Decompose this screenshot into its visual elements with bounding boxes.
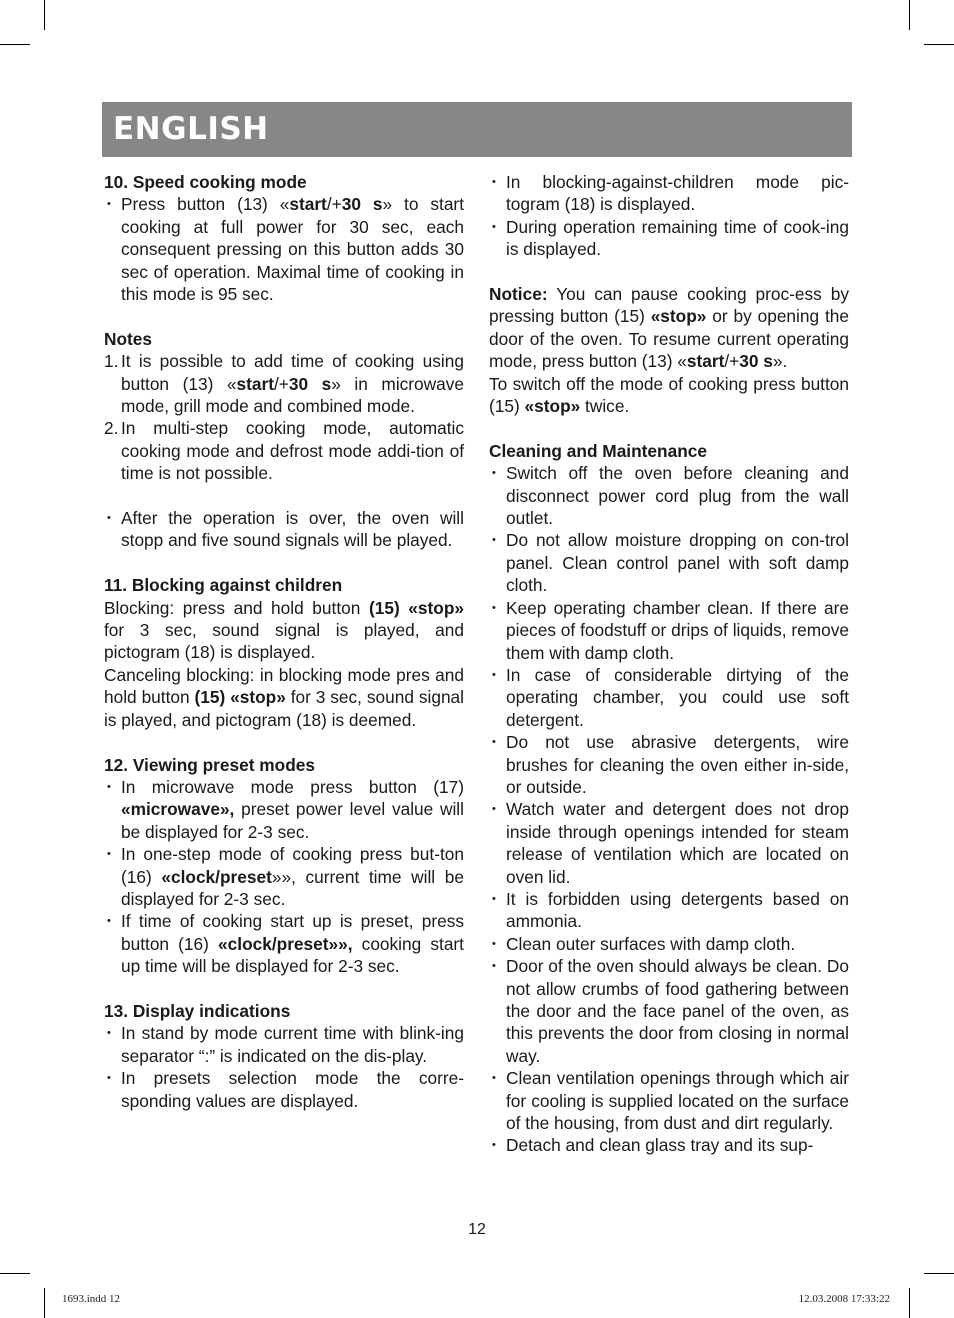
page-number: 12 [468, 1221, 486, 1238]
list-item: • Do not allow moisture dropping on con-trol panel. Clean control panel with soft damp cloth. [489, 529, 849, 596]
notice-label: Notice: [489, 284, 548, 305]
crop-mark [44, 0, 45, 30]
list-item: • In case of considerable dirtying of the operating chamber, you could use soft detergent. [489, 664, 849, 731]
list-item: • If time of cooking start up is preset, press button (16) «clock/preset»», cooking start up time will be displayed for 2-3 sec. [104, 910, 464, 977]
list-item: • After the operation is over, the oven will stopp and five sound signals will be played. [104, 507, 464, 552]
list-item: • Keep operating chamber clean. If there are pieces of foodstuff or drips of liquids, remove them with damp cloth. [489, 597, 849, 664]
slug-filename: 1693.indd 12 [62, 1293, 121, 1305]
list-item: • Press button (13) «start/+30 s» to start cooking at full power for 30 sec, each consequent pressing on this button adds 30 sec of operation. Maximal time of cooking in this mode is 95 sec. [104, 193, 464, 305]
section-heading: 10. Speed cooking mode [104, 172, 307, 192]
list-item: • In stand by mode current time with blink-ing separator “:” is indicated on the dis-play. [104, 1022, 464, 1067]
list-item: • During operation remaining time of cook-ing is displayed. [489, 216, 849, 261]
section-heading: 12. Viewing preset modes [104, 754, 315, 775]
list-item: • It is forbidden using detergents based on ammonia. [489, 888, 849, 933]
right-column [489, 171, 849, 1157]
slug-timestamp: 12.03.2008 17:33:22 [798, 1293, 890, 1305]
list-item: • Switch off the oven before cleaning and disconnect power cord plug from the wall outlet. [489, 462, 849, 529]
section-heading: Cleaning and Maintenance [489, 440, 707, 461]
left-column [104, 171, 464, 1112]
list-item: • Clean ventilation openings through which air for cooling is supplied located on the surface of the housing, from dust and dirt regularly. [489, 1067, 849, 1134]
list-item: • Door of the oven should always be clean. Do not allow crumbs of food gathering between the door and the face panel of the oven, as this prevents the door from closing in normal way. [489, 955, 849, 1067]
crop-mark [909, 0, 910, 30]
list-item: • Do not use abrasive detergents, wire brushes for cleaning the oven either in-side, or outside. [489, 731, 849, 798]
crop-mark [0, 1273, 30, 1274]
list-item: • In blocking-against-children mode pic-togram (18) is displayed. [489, 171, 849, 216]
paragraph: Canceling blocking: in blocking mode pres and hold button (15) «stop» for 3 sec, sound signal is played, and pictogram (18) is deemed. [104, 664, 465, 730]
list-item: • In microwave mode press button (17) «microwave», preset power level value will be displayed for 2-3 sec. [104, 776, 464, 843]
notice-paragraph: Notice: You can pause cooking proc-ess by pressing button (15) «stop» or by opening the door of the oven. To resume current operating mode, press button (13) «start/+30 s». [489, 284, 849, 372]
list-item: • Clean outer surfaces with damp cloth. [489, 933, 849, 955]
list-item: • Watch water and detergent does not drop inside through openings intended for steam release of ventilation which are located on oven lid. [489, 798, 849, 888]
section-heading: 11. Blocking against children [104, 575, 343, 596]
banner-title: ENGLISH [113, 111, 269, 147]
paragraph: Blocking: press and hold button (15) «stop» for 3 sec, sound signal is played, and pictogram (18) is displayed. [104, 597, 465, 663]
crop-mark [924, 44, 954, 45]
crop-mark [44, 1288, 45, 1318]
list-item: • In presets selection mode the corre-sponding values are displayed. [104, 1067, 464, 1112]
crop-mark [909, 1288, 910, 1318]
section-heading: Notes [104, 328, 153, 349]
list-item: • In one-step mode of cooking press but-ton (16) «clock/preset»», current time will be displayed for 2-3 sec. [104, 843, 464, 910]
crop-mark [0, 44, 30, 45]
list-item: 1. It is possible to add time of cooking using button (13) «start/+30 s» in microwave mode, grill mode and combined mode. [104, 351, 465, 417]
language-banner [102, 102, 852, 157]
crop-mark [924, 1273, 954, 1274]
paragraph: To switch off the mode of cooking press button (15) «stop» twice. [489, 373, 849, 417]
list-item: • Detach and clean glass tray and its sup- [489, 1134, 849, 1156]
section-heading: 13. Display indications [104, 1000, 291, 1021]
list-item: 2. In multi-step cooking mode, automatic cooking mode and defrost mode addi-tion of time is not possible. [104, 418, 464, 484]
